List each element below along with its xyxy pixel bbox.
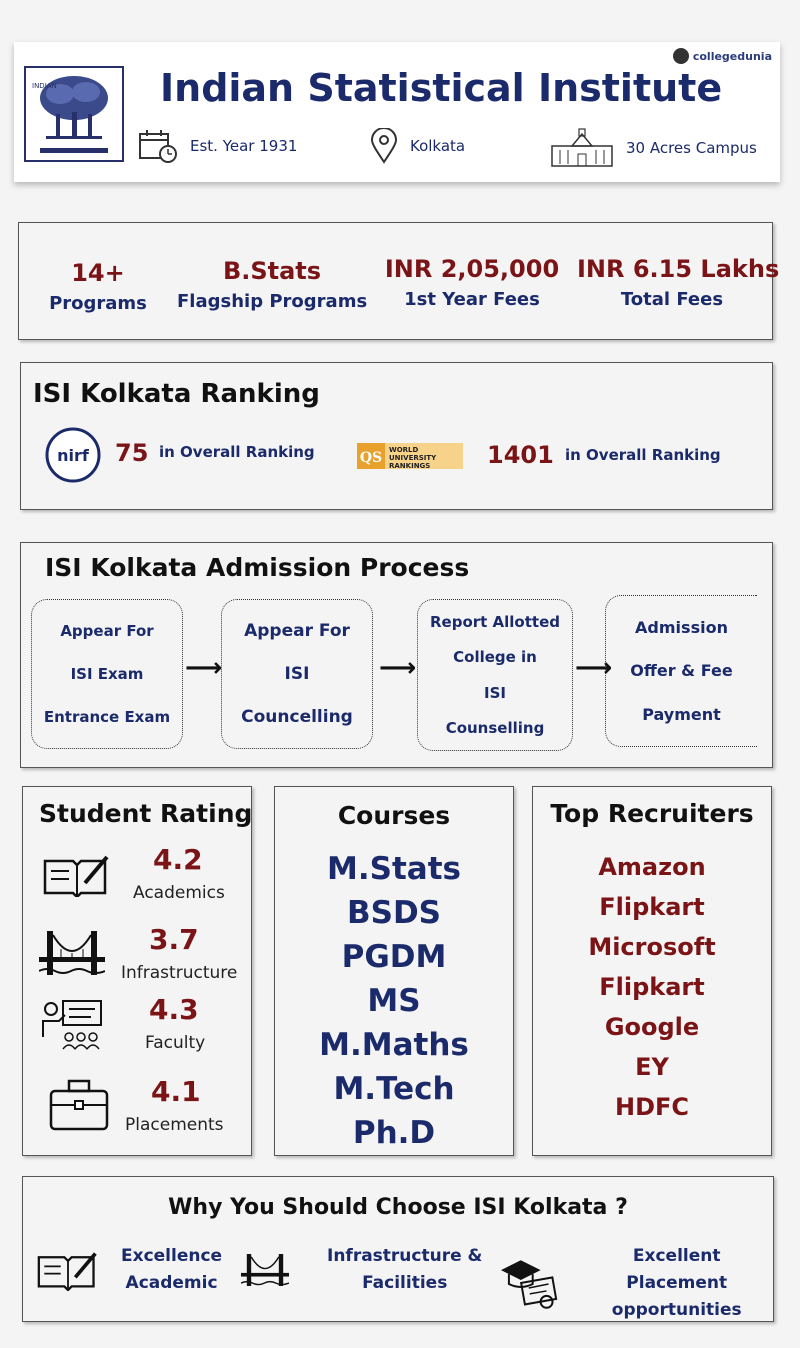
location [370, 128, 465, 164]
why-item-academic [37, 1243, 222, 1297]
step-line: Entrance Exam [43, 707, 171, 726]
step-line: Offer & Fee [630, 661, 733, 681]
svg-text:QS: QS [359, 450, 383, 466]
established-year [138, 128, 297, 164]
arrow-right-icon: ⟶ [185, 653, 223, 683]
svg-text:nirf: nirf [57, 446, 89, 465]
arrow-right-icon: ⟶ [575, 653, 613, 683]
why-item-infrastructure [241, 1243, 482, 1297]
svg-text:WORLD: WORLD [389, 446, 419, 454]
qs-rank-label: in Overall Ranking [565, 446, 721, 464]
stat-label: 1st Year Fees [404, 289, 540, 310]
recruiter-item: Microsoft [588, 933, 716, 961]
stat-first-year-fees [377, 255, 567, 310]
stat-label: Programs [49, 293, 147, 314]
nirf-logo-icon [45, 427, 101, 483]
briefcase-icon [49, 1077, 111, 1133]
nirf-rank-label: in Overall Ranking [159, 443, 315, 461]
course-item: Ph.D [352, 1115, 436, 1151]
rating-label: Academics [133, 883, 225, 903]
step-line: ISI [284, 663, 310, 684]
course-item: MS [367, 983, 421, 1019]
campus-text: 30 Acres Campus [626, 139, 757, 157]
step-line: ISI Exam [70, 664, 144, 683]
collegedunia-brand[interactable] [673, 48, 772, 64]
why-item-placement [499, 1243, 773, 1324]
step-line: ISI [484, 683, 506, 702]
stat-total-fees [577, 255, 780, 310]
svg-text:RANKINGS: RANKINGS [389, 462, 431, 470]
page-title: Indian Statistical Institute [160, 66, 723, 110]
why-line: Excellent Placement [626, 1246, 728, 1293]
arrow-right-icon: ⟶ [379, 653, 417, 683]
course-item: M.Maths [319, 1027, 469, 1063]
why-choose-panel [22, 1176, 774, 1322]
rating-title: Student Rating [39, 799, 253, 828]
calendar-icon [138, 128, 178, 164]
why-line: opportunities [611, 1300, 742, 1320]
step-line: Appear For [60, 622, 154, 641]
stat-value: B.Stats [222, 257, 322, 285]
course-item: M.Stats [327, 851, 461, 887]
isi-logo [24, 66, 124, 162]
recruiter-item: HDFC [614, 1093, 689, 1121]
qs-rankings-logo-icon [357, 441, 467, 471]
graduation-cap-icon [499, 1256, 562, 1312]
rating-value: 3.7 [149, 923, 199, 956]
stat-label: Total Fees [620, 289, 724, 310]
why-line: Academic [125, 1273, 218, 1293]
est-year-text: Est. Year 1931 [190, 137, 298, 155]
step-line: Admission [635, 618, 728, 638]
map-pin-icon [370, 128, 398, 164]
why-text [580, 1243, 773, 1324]
stat-value: 14+ [71, 259, 125, 287]
why-text [121, 1243, 222, 1297]
book-icon [37, 1249, 99, 1291]
recruiters-panel [532, 786, 772, 1156]
tree-emblem-icon [26, 68, 122, 160]
stat-value: INR 2,05,000 [384, 255, 560, 283]
student-rating-panel [22, 786, 252, 1156]
recruiter-item: EY [635, 1053, 669, 1081]
stat-programs [33, 259, 163, 314]
admission-step-2 [221, 599, 373, 749]
qs-rank: 1401 [487, 441, 554, 469]
why-text [327, 1243, 482, 1297]
campus-building-icon [550, 128, 614, 168]
stat-label: Flagship Programs [177, 291, 368, 312]
admission-step-3 [417, 599, 573, 751]
step-line: Councelling [241, 706, 353, 727]
step-line: College in [453, 648, 537, 667]
admission-title: ISI Kolkata Admission Process [45, 553, 470, 582]
rating-value: 4.2 [153, 843, 203, 876]
svg-text:UNIVERSITY: UNIVERSITY [389, 454, 437, 462]
rating-value: 4.1 [151, 1075, 201, 1108]
recruiter-item: Amazon [598, 853, 706, 881]
recruiter-item: Google [604, 1013, 700, 1041]
step-line: Payment [642, 704, 721, 724]
stat-value: INR 6.15 Lakhs [577, 255, 780, 283]
course-item: M.Tech [333, 1071, 455, 1107]
rating-value: 4.3 [149, 993, 199, 1026]
recruiters-title: Top Recruiters [550, 799, 754, 828]
svg-text:INDIAN: INDIAN [32, 82, 57, 90]
recruiter-item: Flipkart [599, 973, 705, 1001]
brand-avatar-icon [673, 48, 689, 64]
admission-panel [20, 542, 773, 768]
stat-flagship [177, 257, 367, 312]
course-item: PGDM [341, 939, 447, 975]
campus-size [550, 128, 757, 168]
rating-label: Placements [125, 1115, 224, 1135]
why-line: Infrastructure & [327, 1246, 483, 1266]
rating-label: Faculty [145, 1033, 206, 1053]
ranking-panel [20, 362, 773, 510]
step-line: Report Allotted [429, 612, 560, 631]
header-card [14, 42, 780, 182]
courses-panel [274, 786, 514, 1156]
why-title: Why You Should Choose ISI Kolkata ? [168, 1195, 628, 1220]
courses-title: Courses [337, 801, 451, 830]
bridge-icon [241, 1249, 289, 1291]
step-line: Appear For [244, 621, 350, 642]
why-line: Facilities [362, 1273, 448, 1293]
key-stats-panel [18, 222, 780, 340]
course-item: BSDS [346, 895, 441, 931]
bridge-icon [39, 927, 105, 979]
book-icon [43, 853, 111, 897]
rating-label: Infrastructure [121, 963, 238, 983]
brand-name: collegedunia [692, 49, 772, 63]
admission-step-1 [31, 599, 183, 749]
location-text: Kolkata [410, 137, 466, 155]
ranking-title: ISI Kolkata Ranking [33, 379, 320, 409]
step-line: Counselling [445, 719, 545, 738]
admission-step-4 [605, 595, 757, 747]
recruiter-item: Flipkart [599, 893, 705, 921]
why-line: Excellence [121, 1246, 223, 1266]
teacher-icon [41, 997, 105, 1051]
nirf-rank: 75 [115, 439, 149, 467]
